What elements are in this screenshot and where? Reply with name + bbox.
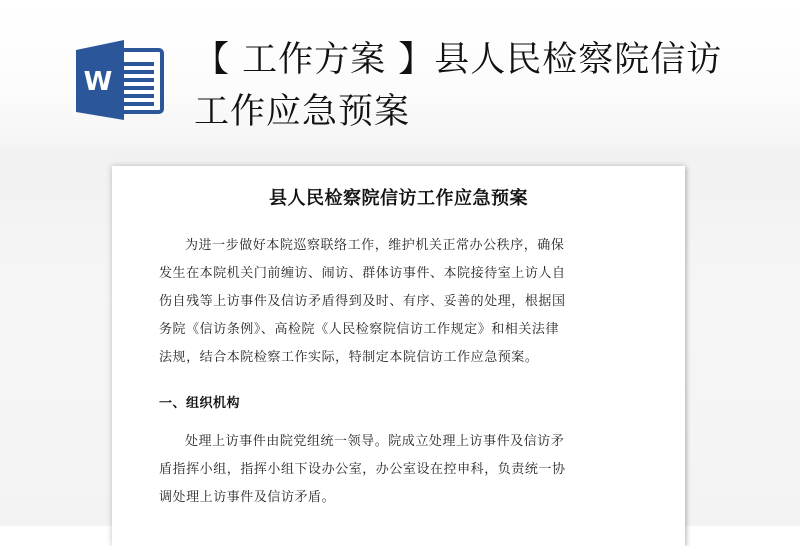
paragraph-line: 法规，结合本院检察工作实际，特制定本院信访工作应急预案。 [159,350,539,365]
document-preview-page [112,166,685,546]
paragraph-line: 为进一步做好本院巡察联络工作，维护机关正常办公秩序，确保 [185,238,565,253]
paragraph-line: 伤自残等上访事件及信访矛盾得到及时、有序、妥善的处理，根据国 [159,294,566,309]
document-title: 县人民检察院信访工作应急预案 [269,188,528,209]
section-paragraph [159,428,637,512]
paragraph-line: 调处理上访事件及信访矛盾。 [159,490,336,505]
word-icon-letter: W [83,67,113,97]
paragraph-line: 务院《信访条例》、高检院《人民检察院信访工作规定》和相关法律 [159,322,560,337]
intro-paragraph [159,232,637,372]
paragraph-line: 盾指挥小组，指挥小组下设办公室，办公室设在控申科，负责统一协 [159,462,566,477]
section-heading: 一、组织机构 [159,396,241,411]
paragraph-line: 处理上访事件由院党组统一领导。院成立处理上访事件及信访矛 [185,434,565,449]
word-document-icon [76,40,166,120]
paragraph-line: 发生在本院机关门前缠访、闹访、群体访事件、本院接待室上访人自 [159,266,566,281]
page-title-line-1: 【 工作方案 】县人民检察院信访 [194,40,723,80]
page-title-line-2: 工作应急预案 [194,92,411,132]
page-title [194,34,754,138]
